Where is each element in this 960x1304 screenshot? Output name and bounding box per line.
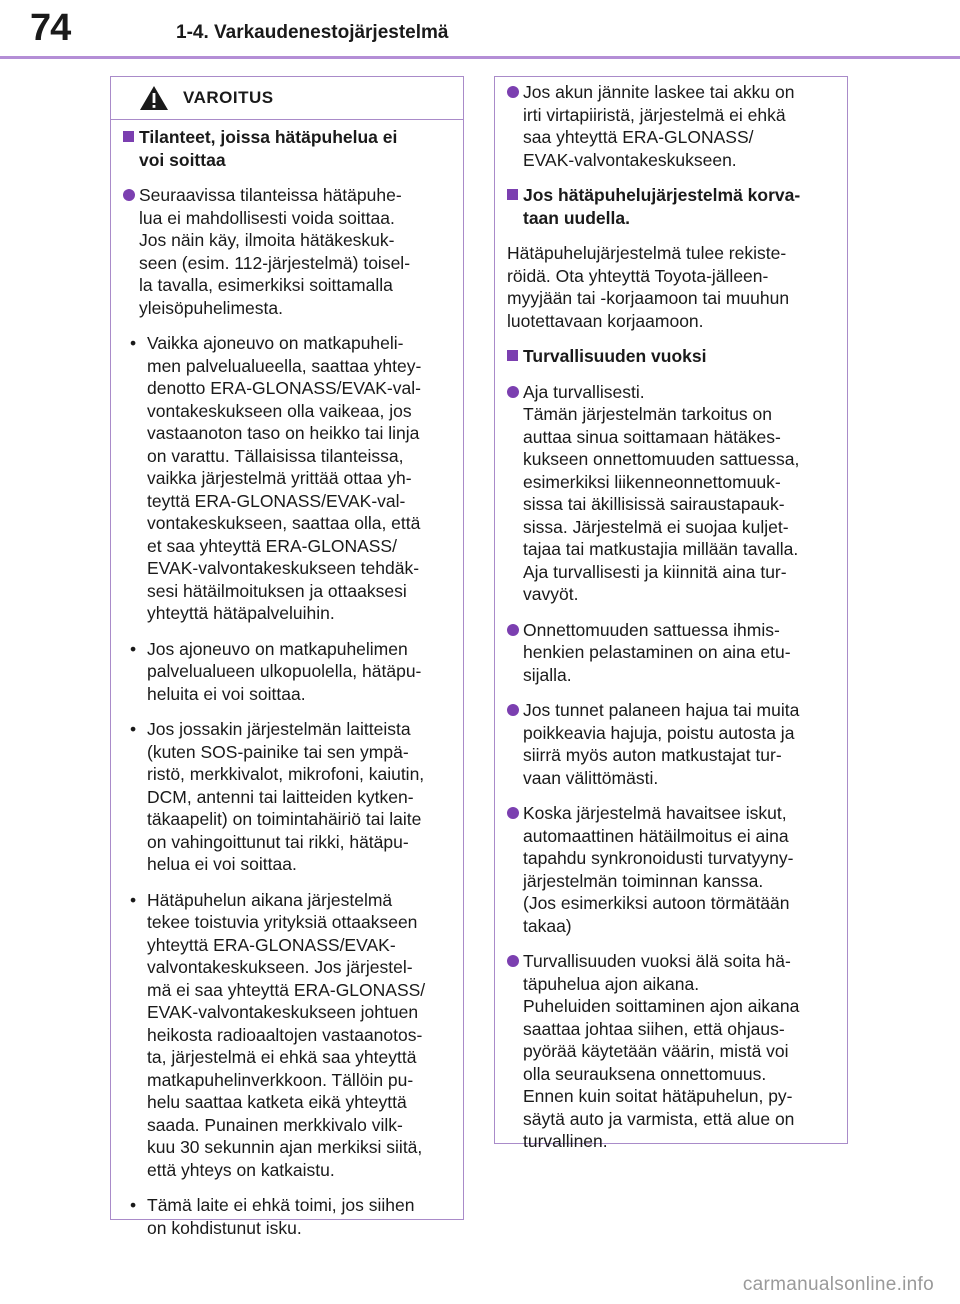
bullet-item: • Vaikka ajoneuvo on matkapuheli- men palvelualueella, saattaa yhtey- denotto ERA-GLONASS/EVAK-val- vontakeskukseen olla vaikeaa, jos vastaanoton taso on heikko tai linja on varattu. Tällaisissa tilanteissa, vaikka järjestelmä yrittää ottaa yh- teyttä ERA-GLONASS/EVAK-val- vontakeskukseen, saattaa olla, että et saa yhteyttä ERA-GLONASS/ EVAK-valvontakeskukseen tehdäk- sesi hätäilmoituksen ja ottaaksesi yhteyttä hätäpalveluihin.	[130, 333, 422, 623]
square-bullet-icon	[507, 189, 518, 200]
dot-item: Koska järjestelmä havaitsee iskut, automaattinen hätäilmoitus ei aina tapahdu synkronoidusti turvatyyny- järjestelmän toiminnan kanssa. (Jos esimerkiksi autoon törmätään takaa)	[507, 802, 835, 937]
dot-item: Aja turvallisesti. Tämän järjestelmän tarkoitus on auttaa sinua soittamaan hätäkes- kukseen onnettomuuden sattuessa, esimerkiksi liikenneonnettomuuk- sissa tai äkillisissä sairaustapauk- sissa. Järjestelmä ei suojaa kuljet- tajaa tai matkustajia millään tavalla. Aja turvallisesti ja kiinnitä aina tur- vavyöt.	[507, 381, 835, 606]
square-bullet-icon	[123, 131, 134, 142]
dot-item: Turvallisuuden vuoksi älä soita hä- täpuhelua ajon aikana. Puheluiden soittaminen ajon aikana saattaa johtaa siihen, että ohjaus- pyörää käytetään väärin, mistä voi olla seurauksena onnettomuus. Ennen kuin soitat hätäpuhelun, py- säytä auto ja varmista, että alue on turvallinen.	[507, 950, 835, 1153]
circle-bullet-icon	[507, 807, 519, 819]
section-heading: Tilanteet, joissa hätäpuhelua ei voi soittaa	[123, 126, 451, 171]
circle-bullet-icon	[507, 624, 519, 636]
bullet-icon: •	[130, 333, 137, 353]
bullet-icon: •	[130, 1195, 137, 1215]
section-heading: Jos hätäpuhelujärjestelmä korva- taan uudella.	[507, 184, 835, 229]
bullet-icon: •	[130, 638, 137, 659]
square-bullet-icon	[507, 350, 518, 361]
circle-bullet-icon	[123, 189, 135, 201]
circle-bullet-icon	[507, 86, 519, 98]
bullet-icon: •	[130, 889, 137, 910]
dot-item: Jos tunnet palaneen hajua tai muita poikkeavia hajuja, poistu autosta ja siirrä myös auton matkustajat tur- vaan välittömästi.	[507, 699, 835, 789]
bullet-item: • Jos jossakin järjestelmän laitteista (kuten SOS-painike tai sen ympä- ristö, merkkivalot, mikrofoni, kaiutin, DCM, antenni tai laitteiden kytken- täkaapelit) on toimintahäiriö tai laite on vahingoittunut tai rikki, hätäpu- helua ei voi soittaa.	[130, 719, 425, 874]
warning-box-left	[110, 76, 464, 1238]
page-number: 74	[30, 7, 71, 49]
circle-bullet-icon	[507, 955, 519, 967]
circle-bullet-icon	[507, 386, 519, 398]
warning-box-right	[494, 76, 848, 1151]
dot-item: Jos akun jännite laskee tai akku on irti virtapiiristä, järjestelmä ei ehkä saa yhteyttä ERA-GLONASS/ EVAK-valvontakeskukseen.	[507, 81, 835, 171]
header-divider	[0, 56, 960, 59]
bullet-item: • Tämä laite ei ehkä toimi, jos siihen on kohdistunut isku.	[130, 1195, 415, 1238]
bullet-item: • Hätäpuhelun aikana järjestelmä tekee toistuvia yrityksiä ottaakseen yhteyttä ERA-GLONASS/EVAK- valvontakeskukseen. Jos järjestel- mä ei saa yhteyttä ERA-GLONASS/ EVAK-valvontakeskukseen johtuen heikosta radioaaltojen vastaanotos- ta, järjestelmä ei ehkä saa yhteyttä matkapuhelinverkkoon. Tällöin pu- helu saattaa katketa eikä yhteyttä saada. Punainen merkkivalo vilk- kuu 30 sekunnin ajan merkiksi siitä, että yhteys on katkaistu.	[130, 889, 426, 1180]
warning-header	[111, 77, 463, 120]
dot-item: Seuraavissa tilanteissa hätäpuhe- lua ei mahdollisesti voida soittaa. Jos näin käy, ilmoita hätäkeskuk- seen (esim. 112-järjestelmä) toisel- la tavalla, esimerkiksi soittamalla yleisöpuhelimesta.	[123, 184, 451, 319]
circle-bullet-icon	[507, 704, 519, 716]
bullet-icon: •	[130, 719, 137, 739]
watermark: carmanualsonline.info	[742, 1274, 934, 1295]
bullet-item: • Jos ajoneuvo on matkapuhelimen palvelualueen ulkopuolella, hätäpu- heluita ei voi soittaa.	[130, 638, 422, 704]
dot-item: Onnettomuuden sattuessa ihmis- henkien pelastaminen on aina etu- sijalla.	[507, 619, 835, 687]
section-title: 1-4. Varkaudenestojärjestelmä	[176, 22, 449, 43]
warning-triangle-icon	[139, 85, 169, 111]
warning-label: VAROITUS	[183, 88, 274, 107]
page-header	[0, 0, 960, 60]
section-heading: Turvallisuuden vuoksi	[507, 345, 835, 368]
paragraph: Hätäpuhelujärjestelmä tulee rekiste- röidä. Ota yhteyttä Toyota-jälleen- myyjään tai -korjaamoon tai muuhun luotettavaan korjaamoon.	[507, 243, 790, 331]
